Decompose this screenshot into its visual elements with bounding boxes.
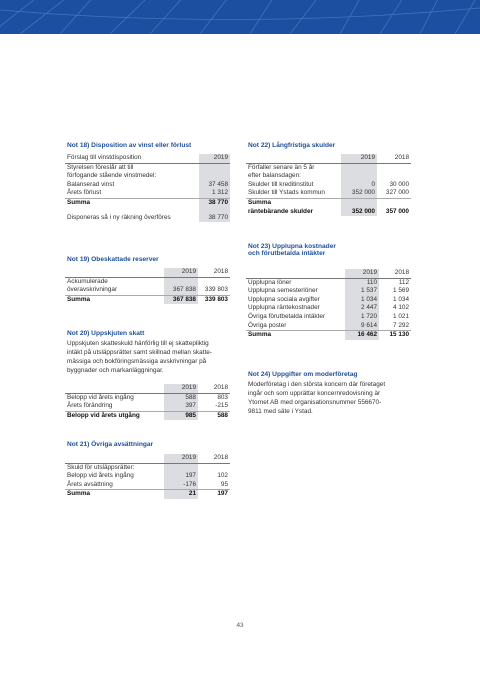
table-row [246, 278, 411, 287]
row-value: 327 000 [377, 189, 411, 198]
note20-text [67, 339, 237, 375]
text-line: Ytornet AB med organisationsnummer 556670- [248, 399, 382, 406]
sum-value: 21 [164, 490, 198, 499]
header-year: 2019 [341, 154, 377, 163]
row-label: Upplupna löner [248, 278, 292, 286]
row-label: Belopp vid årets ingång [67, 472, 134, 480]
sum-label: Belopp vid årets utgång [67, 411, 140, 419]
sum-value: 985 [164, 411, 198, 420]
row-value: 397 [164, 402, 198, 411]
sum-value: 352 000 [341, 208, 377, 217]
row-value: 4 102 [393, 304, 409, 312]
text-line: intäkt på utsläppsrätter samt skillnad mellan skatte- [67, 349, 212, 356]
row-label: Skulder till kreditinstitut [248, 180, 314, 188]
page-number: 43 [236, 622, 244, 629]
note23-table [246, 269, 411, 340]
table-row [65, 163, 230, 172]
row-label: Skuld för utsläppsrätter: [67, 463, 135, 471]
header-year: 2019 [164, 384, 198, 393]
text-line: mässiga och bokföringsmässiga avskrivningar på [67, 358, 207, 365]
row-value: 1 312 [199, 189, 230, 198]
header-year: 2018 [379, 269, 411, 278]
header-year: 2018 [198, 384, 230, 393]
table-row [65, 472, 230, 481]
table-row [246, 172, 411, 181]
row-value: 803 [217, 393, 228, 401]
header-year: 2018 [377, 154, 411, 163]
sum-row [246, 331, 411, 340]
sum-label: Summa [248, 198, 272, 206]
note22-title: Not 22) Långfristiga skulder [248, 142, 336, 149]
header-decoration [0, 0, 480, 34]
table-row [65, 172, 230, 181]
note18-table [65, 154, 230, 222]
row-value: 367 838 [164, 286, 198, 295]
row-value: 30 000 [389, 180, 409, 188]
row-value: 588 [164, 393, 198, 402]
row-label: Styrelsen föreslår att till [67, 163, 134, 171]
row-label: efter balansdagen: [248, 172, 301, 180]
row-value: 95 [198, 481, 230, 490]
note21-title: Not 21) Övriga avsättningar [67, 441, 154, 448]
table-header-row [65, 154, 230, 163]
row-label: överavskrivningar [65, 286, 164, 295]
row-value: 1 537 [345, 287, 379, 296]
header-year: 2018 [198, 454, 230, 463]
table-row [246, 189, 411, 198]
row-value: 0 [341, 181, 377, 190]
table-row [65, 214, 230, 223]
sum-row [65, 490, 230, 499]
sum-label: Summa [67, 490, 91, 498]
table-row [246, 322, 411, 331]
row-value: 1 720 [345, 313, 379, 322]
note20-table [65, 384, 230, 420]
header-year: 2019 [199, 154, 230, 163]
table-row [246, 304, 411, 313]
note19-table [65, 268, 230, 304]
sum-row [65, 411, 230, 420]
sum-value: 588 [217, 411, 228, 419]
row-value: 38 770 [199, 214, 230, 223]
sum-label: räntebärande skulder [248, 207, 313, 215]
text-line: byggnader och markanläggningar. [67, 367, 164, 374]
table-row [65, 402, 230, 411]
table-row [246, 296, 411, 305]
header-label: Förslag till vinstdisposition [65, 154, 199, 163]
sum-row [246, 198, 411, 207]
sum-row [65, 295, 230, 304]
table-header-row [246, 154, 411, 163]
header-year: 2019 [345, 269, 379, 278]
table-header-row [65, 268, 230, 277]
row-label: Balanserad vinst [67, 180, 115, 188]
sum-value: 357 000 [385, 207, 409, 215]
row-value: 2 447 [345, 304, 379, 313]
header-year: 2019 [164, 454, 198, 463]
note22-table [246, 154, 411, 216]
row-label: Årets förändring [65, 402, 164, 411]
row-label: Årets förlust [65, 189, 199, 198]
sum-row [246, 208, 411, 217]
sum-value: 197 [217, 490, 228, 498]
note20-title: Not 20) Uppskjuten skatt [67, 330, 145, 337]
text-line: 9811 med säte i Ystad. [248, 408, 313, 415]
row-value: -215 [198, 402, 230, 411]
title-line: och förutbetalda intäkter [248, 250, 326, 257]
row-label: Upplupna räntekostnader [248, 304, 320, 312]
note19-title: Not 19) Obeskattade reserver [67, 256, 159, 263]
table-row [65, 277, 230, 286]
table-header-row [246, 269, 411, 278]
row-value: 9 614 [345, 322, 379, 331]
row-label: Disponeras så i ny räkning överföres [67, 213, 171, 221]
sum-label: Summa [67, 295, 91, 303]
row-label: förfogande stående vinstmedel: [67, 172, 157, 180]
row-value: 102 [217, 472, 228, 480]
table-row [246, 163, 411, 172]
row-label: Förfaller senare än 5 år [248, 163, 315, 171]
sum-value: 367 838 [164, 295, 198, 304]
row-value: 339 803 [198, 286, 230, 295]
text-line: ingår och som upprättar koncernredovisning är [248, 390, 381, 397]
sum-label: Summa [248, 331, 272, 339]
row-value: -176 [164, 481, 198, 490]
row-label: Skulder till Ystads kommun [246, 189, 341, 198]
text-line: Moderföretag i den största koncern där företaget [248, 381, 386, 388]
table-row [65, 286, 230, 295]
row-value: 7 292 [379, 322, 411, 331]
row-label: Ackumulerade [67, 277, 108, 285]
note18-title: Not 18) Disposition av vinst eller förlust [67, 142, 192, 149]
row-label: Upplupna sociala avgifter [248, 295, 320, 303]
page-header-band [0, 0, 480, 34]
header-year: 2018 [198, 268, 230, 277]
table-row [65, 393, 230, 402]
row-label: Övriga poster [246, 322, 345, 331]
row-value: 352 000 [341, 189, 377, 198]
table-row [246, 313, 411, 322]
row-value: 112 [398, 278, 409, 286]
row-value: 1 021 [393, 312, 409, 320]
table-row [65, 463, 230, 472]
title-line: Not 23) Upplupna kostnader [248, 243, 336, 250]
sum-value: 38 770 [199, 198, 230, 207]
sum-label: Summa [67, 198, 91, 206]
row-label: Årets avsättning [65, 481, 164, 490]
sum-row [65, 198, 230, 207]
table-row [246, 181, 411, 190]
note23-title [248, 243, 336, 257]
row-label: Belopp vid årets ingång [67, 393, 134, 401]
row-value: 1 034 [393, 295, 409, 303]
sum-value: 15 130 [389, 331, 409, 339]
sum-value: 339 803 [204, 295, 228, 303]
table-row [246, 287, 411, 296]
sum-value: 16 462 [345, 331, 379, 340]
table-header-row [65, 384, 230, 393]
row-label: Upplupna semesterlöner [248, 287, 318, 295]
note24-title: Not 24) Uppgifter om moderföretag [248, 371, 358, 378]
row-value: 37 458 [199, 181, 230, 190]
row-value: 110 [345, 278, 379, 287]
table-row [65, 481, 230, 490]
text-line: Uppskjuten skatteskuld hänförlig till ej skattepliktig [67, 340, 209, 347]
table-row [65, 189, 230, 198]
row-value: 1 034 [345, 296, 379, 305]
note24-text [248, 380, 418, 416]
row-value: 1 569 [393, 287, 409, 295]
row-value: 197 [164, 472, 198, 481]
row-label: Övriga förutbetalda intäkter [248, 312, 326, 320]
table-header-row [65, 454, 230, 463]
header-year: 2019 [164, 268, 198, 277]
note21-table [65, 454, 230, 499]
